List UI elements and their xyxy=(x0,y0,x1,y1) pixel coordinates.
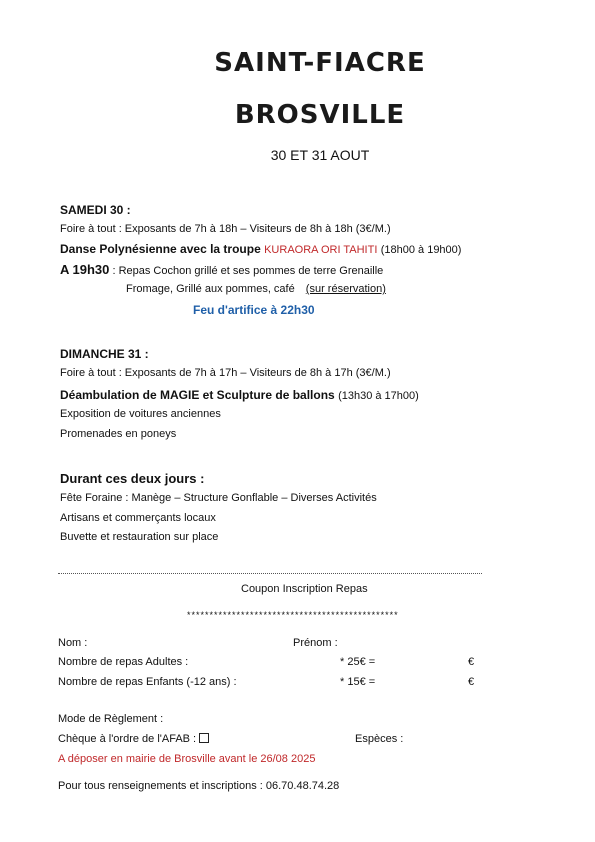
deposer-note: A déposer en mairie de Brosville avant le 26/08 2025 xyxy=(58,753,316,765)
dimanche-deambulation xyxy=(60,388,419,402)
samedi-repas xyxy=(60,262,383,277)
cheque-checkbox[interactable] xyxy=(199,733,209,743)
deambulation-time: (13h30 à 17h00) xyxy=(338,390,419,402)
cheque-label: Chèque à l'ordre de l'AFAB : xyxy=(58,733,197,745)
especes-label: Espèces : xyxy=(355,733,404,745)
samedi-heading: SAMEDI 30 : xyxy=(60,203,131,217)
dimanche-heading: DIMANCHE 31 : xyxy=(60,347,149,361)
adultes-label: Nombre de repas Adultes : xyxy=(58,656,189,668)
cheque-row xyxy=(58,733,209,745)
enfants-price: * 15€ = xyxy=(340,676,376,688)
danse-troupe: KURAORA ORI TAHITI xyxy=(264,244,378,256)
deux-jours-item3: Buvette et restauration sur place xyxy=(60,531,219,543)
repas-note: (sur réservation) xyxy=(305,283,386,295)
title-line1: SAINT-FIACRE xyxy=(214,48,426,78)
nom-label: Nom : xyxy=(58,637,88,649)
dates: 30 ET 31 AOUT xyxy=(270,147,370,163)
adultes-currency: € xyxy=(468,656,475,668)
reglement-label: Mode de Règlement : xyxy=(58,713,164,725)
coupon-divider xyxy=(58,573,482,574)
dimanche-item1: Exposition de voitures anciennes xyxy=(60,408,221,420)
deux-jours-item2: Artisans et commerçants locaux xyxy=(60,512,216,524)
enfants-currency: € xyxy=(468,676,475,688)
contact-line: Pour tous renseignements et inscriptions : 06.70.48.74.28 xyxy=(58,780,340,792)
danse-label: Danse Polynésienne avec la troupe xyxy=(60,242,261,256)
enfants-label: Nombre de repas Enfants (-12 ans) : xyxy=(58,676,237,688)
prenom-label: Prénom : xyxy=(293,637,338,649)
samedi-danse xyxy=(60,242,461,256)
repas-line2: Fromage, Grillé aux pommes, café xyxy=(126,283,295,295)
title-line2: BROSVILLE xyxy=(234,100,406,130)
deux-jours-item1: Fête Foraine : Manège – Structure Gonflable – Diverses Activités xyxy=(60,492,377,504)
dimanche-foire: Foire à tout : Exposants de 7h à 17h – Visiteurs de 8h à 17h (3€/M.) xyxy=(60,367,391,379)
samedi-repas-line2 xyxy=(126,283,386,295)
repas-text: : Repas Cochon grillé et ses pommes de terre Grenaille xyxy=(112,265,384,277)
coupon-title: Coupon Inscription Repas xyxy=(241,583,368,595)
adultes-price: * 25€ = xyxy=(340,656,376,668)
samedi-foire: Foire à tout : Exposants de 7h à 18h – Visiteurs de 8h à 18h (3€/M.) xyxy=(60,223,391,235)
deux-jours-heading: Durant ces deux jours : xyxy=(60,471,205,486)
danse-time: (18h00 à 19h00) xyxy=(380,244,462,256)
feu-artifice: Feu d'artifice à 22h30 xyxy=(193,303,315,317)
repas-time: A 19h30 xyxy=(60,262,110,277)
dimanche-item2: Promenades en poneys xyxy=(60,428,177,440)
deambulation-label: Déambulation de MAGIE et Sculpture de ballons xyxy=(60,388,335,402)
coupon-stars: *********************************************** xyxy=(187,610,399,620)
